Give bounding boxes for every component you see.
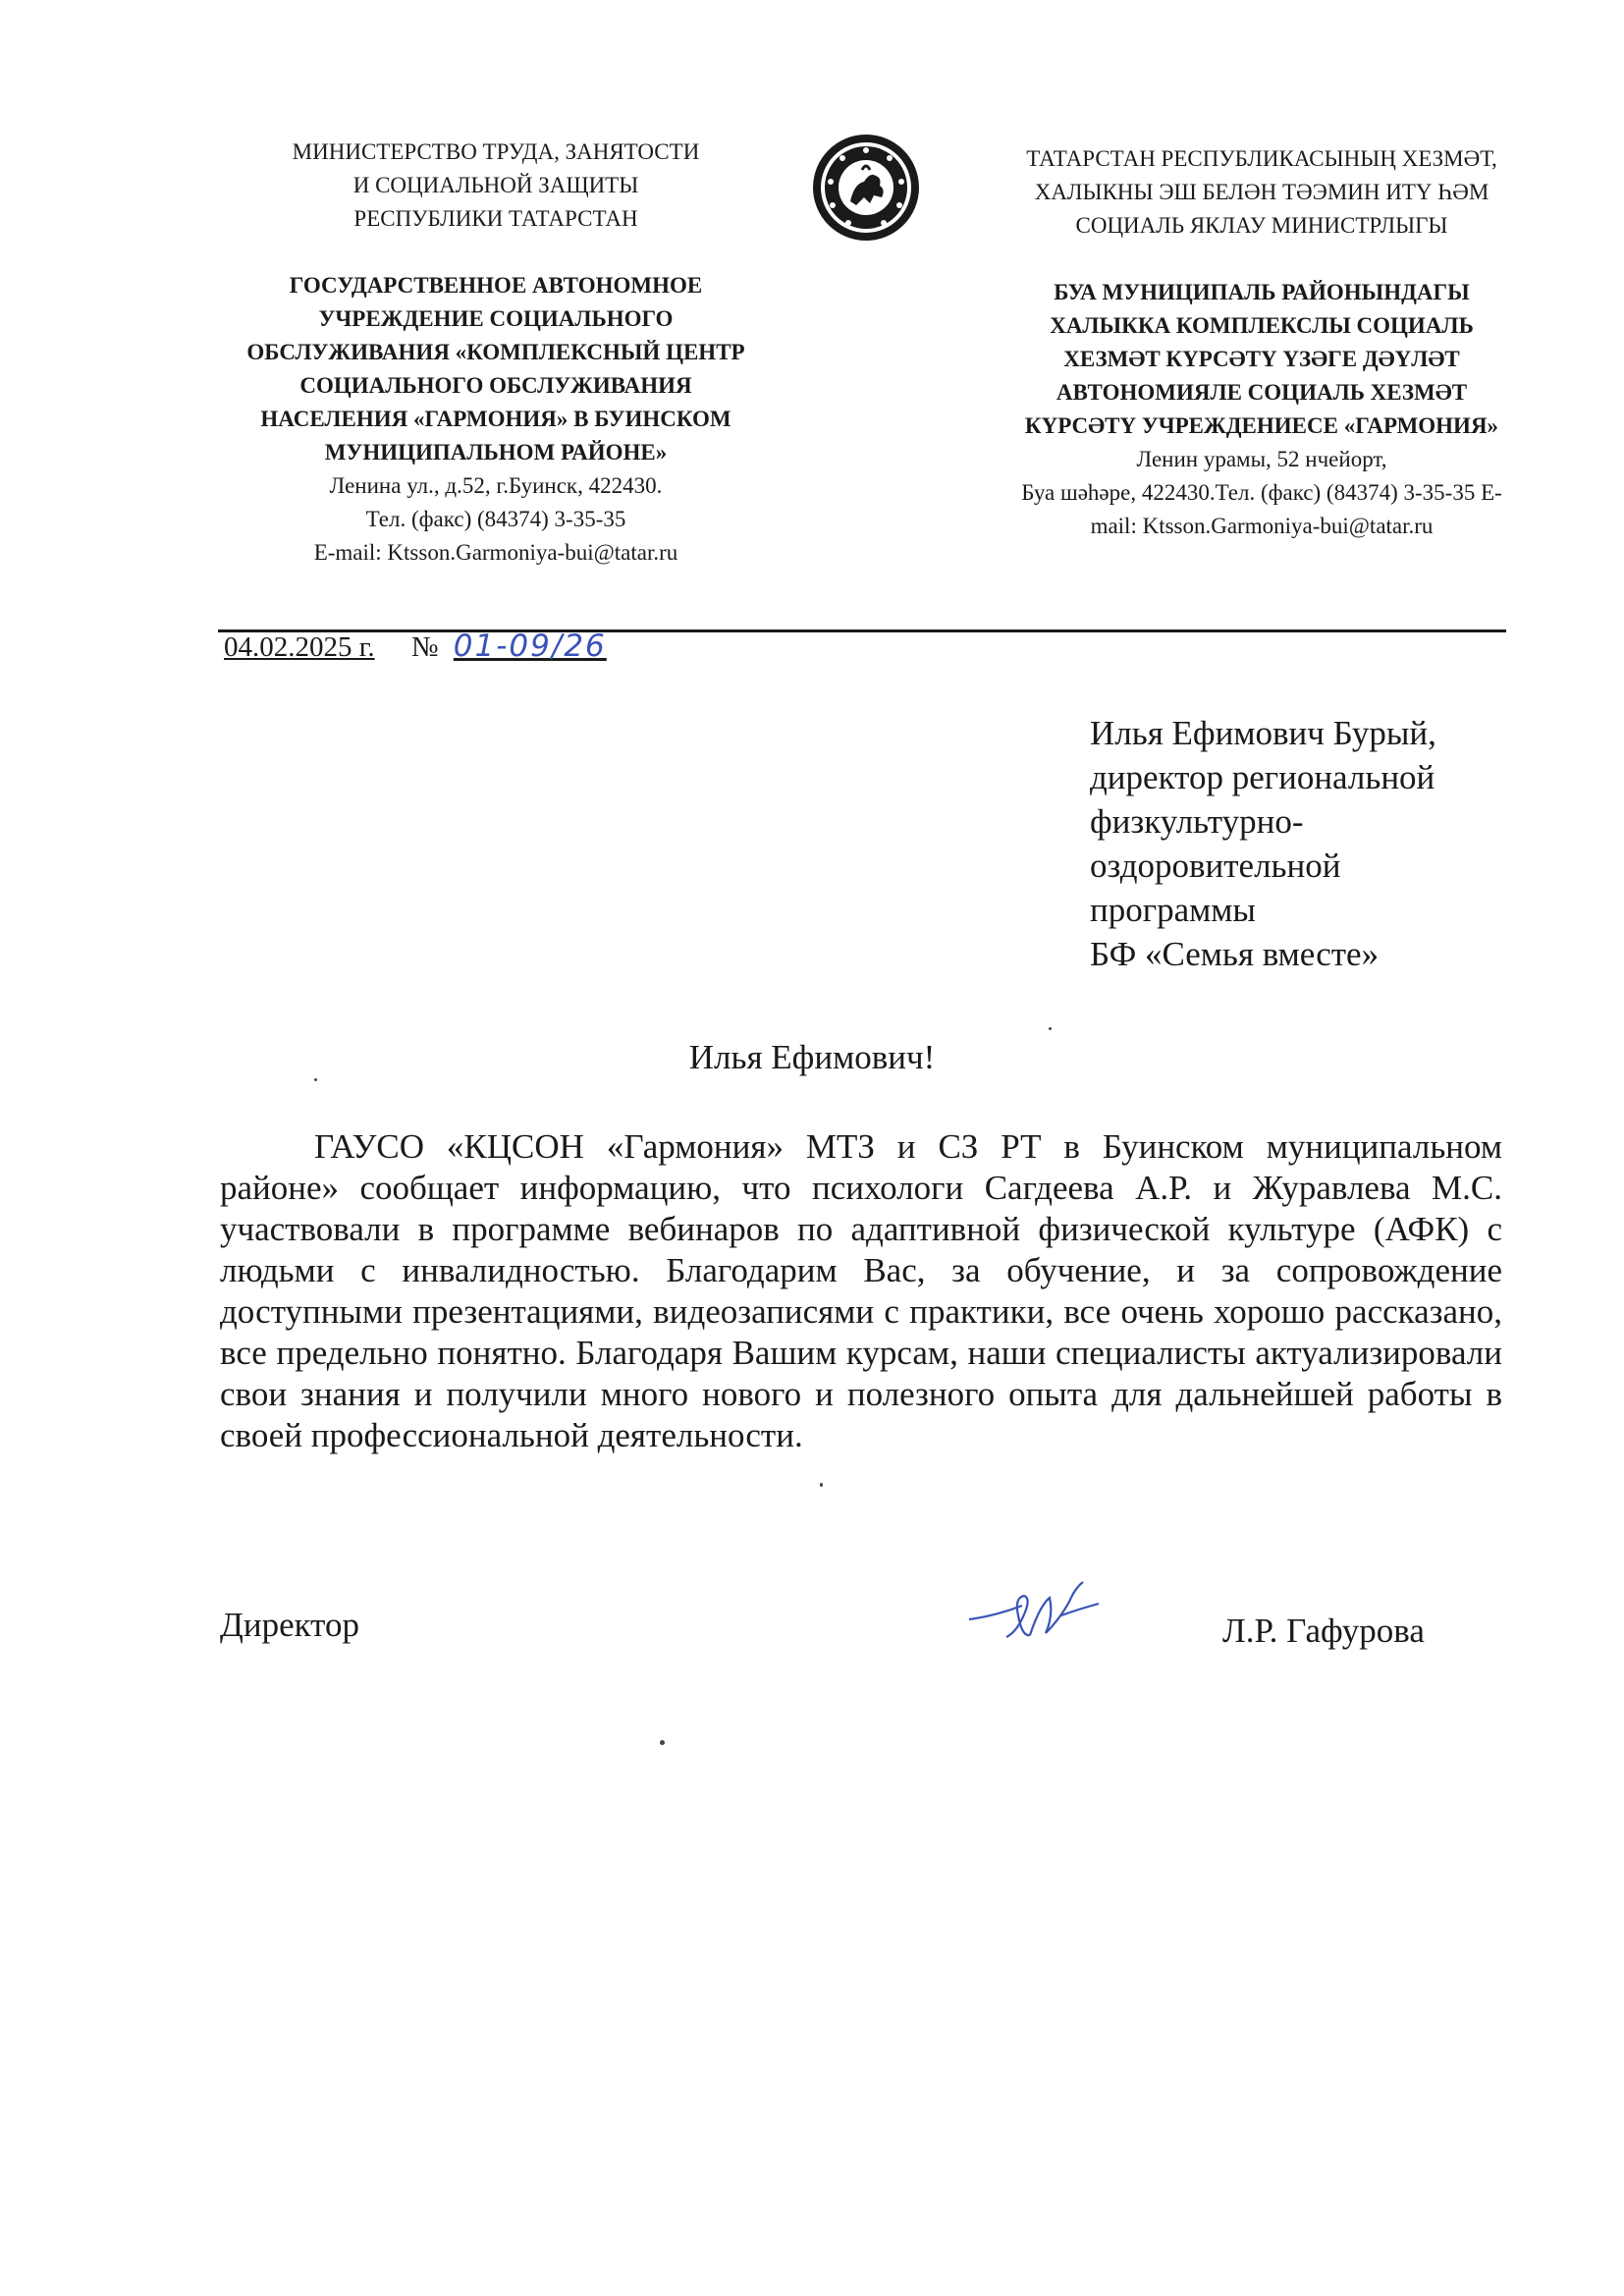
letter-body-text: ГАУСО «КЦСОН «Гармония» МТЗ и СЗ РТ в Буинском муниципальном районе» сообщает информацию, что психологи Сагдеева А.Р. и Журавлева М.С. участвовали в программе вебинаров по адаптивной физической культуре (АФК) с людьми с инвалидностью. Благодарим Вас, за обучение, и за сопровождение доступными презентациями, видеозаписями с практики, все очень хорошо рассказано, все предельно понятно. Благодаря Вашим курсам, наши специалисты актуализировали свои знания и получили много нового и полезного опыта для дальнейшей работы в своей профессиональной деятельности.: [220, 1127, 1502, 1454]
salutation: Илья Ефимович!: [688, 1038, 936, 1076]
scan-speck: [1049, 1027, 1052, 1030]
registration-line: [224, 629, 607, 665]
addressee-line: физкультурно-: [1090, 802, 1304, 841]
letter-date: 04.02.2025 г.: [224, 631, 375, 663]
addressee-line: Илья Ефимович Бурый,: [1090, 714, 1436, 752]
header-left: [187, 136, 805, 570]
organization-address-ru: Ленина ул., д.52, г.Буинск, 422430. Тел. (факс) (84374) 3-35-35 E-mail: Ktsson.Garmoniya-bui@tatar.ru: [313, 473, 678, 565]
handwritten-number: 01-09/26: [453, 629, 607, 664]
signer-name: Л.Р. Гафурова: [1222, 1612, 1425, 1650]
addressee-block: [1090, 711, 1436, 976]
scan-speck: [314, 1078, 317, 1081]
header-right: [967, 142, 1556, 543]
number-label: №: [410, 631, 439, 663]
tatarstan-coat-of-arms-icon: [811, 133, 921, 243]
addressee-line: оздоровительной: [1090, 847, 1341, 885]
signer-role: Директор: [220, 1606, 360, 1644]
scan-speck: [660, 1740, 665, 1745]
organization-address-tt: Ленин урамы, 52 нчейорт, Буа шәһәре, 422430.Тел. (факс) (84374) 3-35-35 E- mail: Ktsson.Garmoniya-bui@tatar.ru: [1021, 447, 1502, 538]
handwritten-signature-icon: [967, 1576, 1124, 1655]
addressee-line: программы: [1090, 891, 1256, 929]
addressee-line: БФ «Семья вместе»: [1090, 935, 1380, 973]
ministry-name-ru: МИНИСТЕРСТВО ТРУДА, ЗАНЯТОСТИ И СОЦИАЛЬНОЙ ЗАЩИТЫ РЕСПУБЛИКИ ТАТАРСТАН: [292, 139, 700, 231]
organization-name-tt: БУА МУНИЦИПАЛЬ РАЙОНЫНДАГЫ ХАЛЫККА КОМПЛЕКСЛЫ СОЦИАЛЬ ХЕЗМӘТ КҮРСӘТҮ ҮЗӘГЕ ДӘҮЛӘТ АВТОНОМИЯЛЕ СОЦИАЛЬ ХЕЗМӘТ КҮРСӘТҮ УЧРЕЖДЕНИЕСЕ «ГАРМОНИЯ»: [1024, 280, 1499, 438]
organization-name-ru: ГОСУДАРСТВЕННОЕ АВТОНОМНОЕ УЧРЕЖДЕНИЕ СОЦИАЛЬНОГО ОБСЛУЖИВАНИЯ «КОМПЛЕКСНЫЙ ЦЕНТР СОЦИАЛЬНОГО ОБСЛУЖИВАНИЯ НАСЕЛЕНИЯ «ГАРМОНИЯ» В БУИНСКОМ МУНИЦИПАЛЬНОМ РАЙОНЕ»: [246, 273, 745, 465]
scan-speck: [820, 1483, 823, 1487]
addressee-line: директор региональной: [1090, 758, 1435, 796]
ministry-name-tt: ТАТАРСТАН РЕСПУБЛИКАСЫНЫҢ ХЕЗМӘТ, ХАЛЫКНЫ ЭШ БЕЛӘН ТӘЭМИН ИТҮ ҺӘМ СОЦИАЛЬ ЯКЛАУ МИНИСТРЛЫГЫ: [1026, 146, 1497, 238]
letter-body: [220, 1126, 1502, 1456]
